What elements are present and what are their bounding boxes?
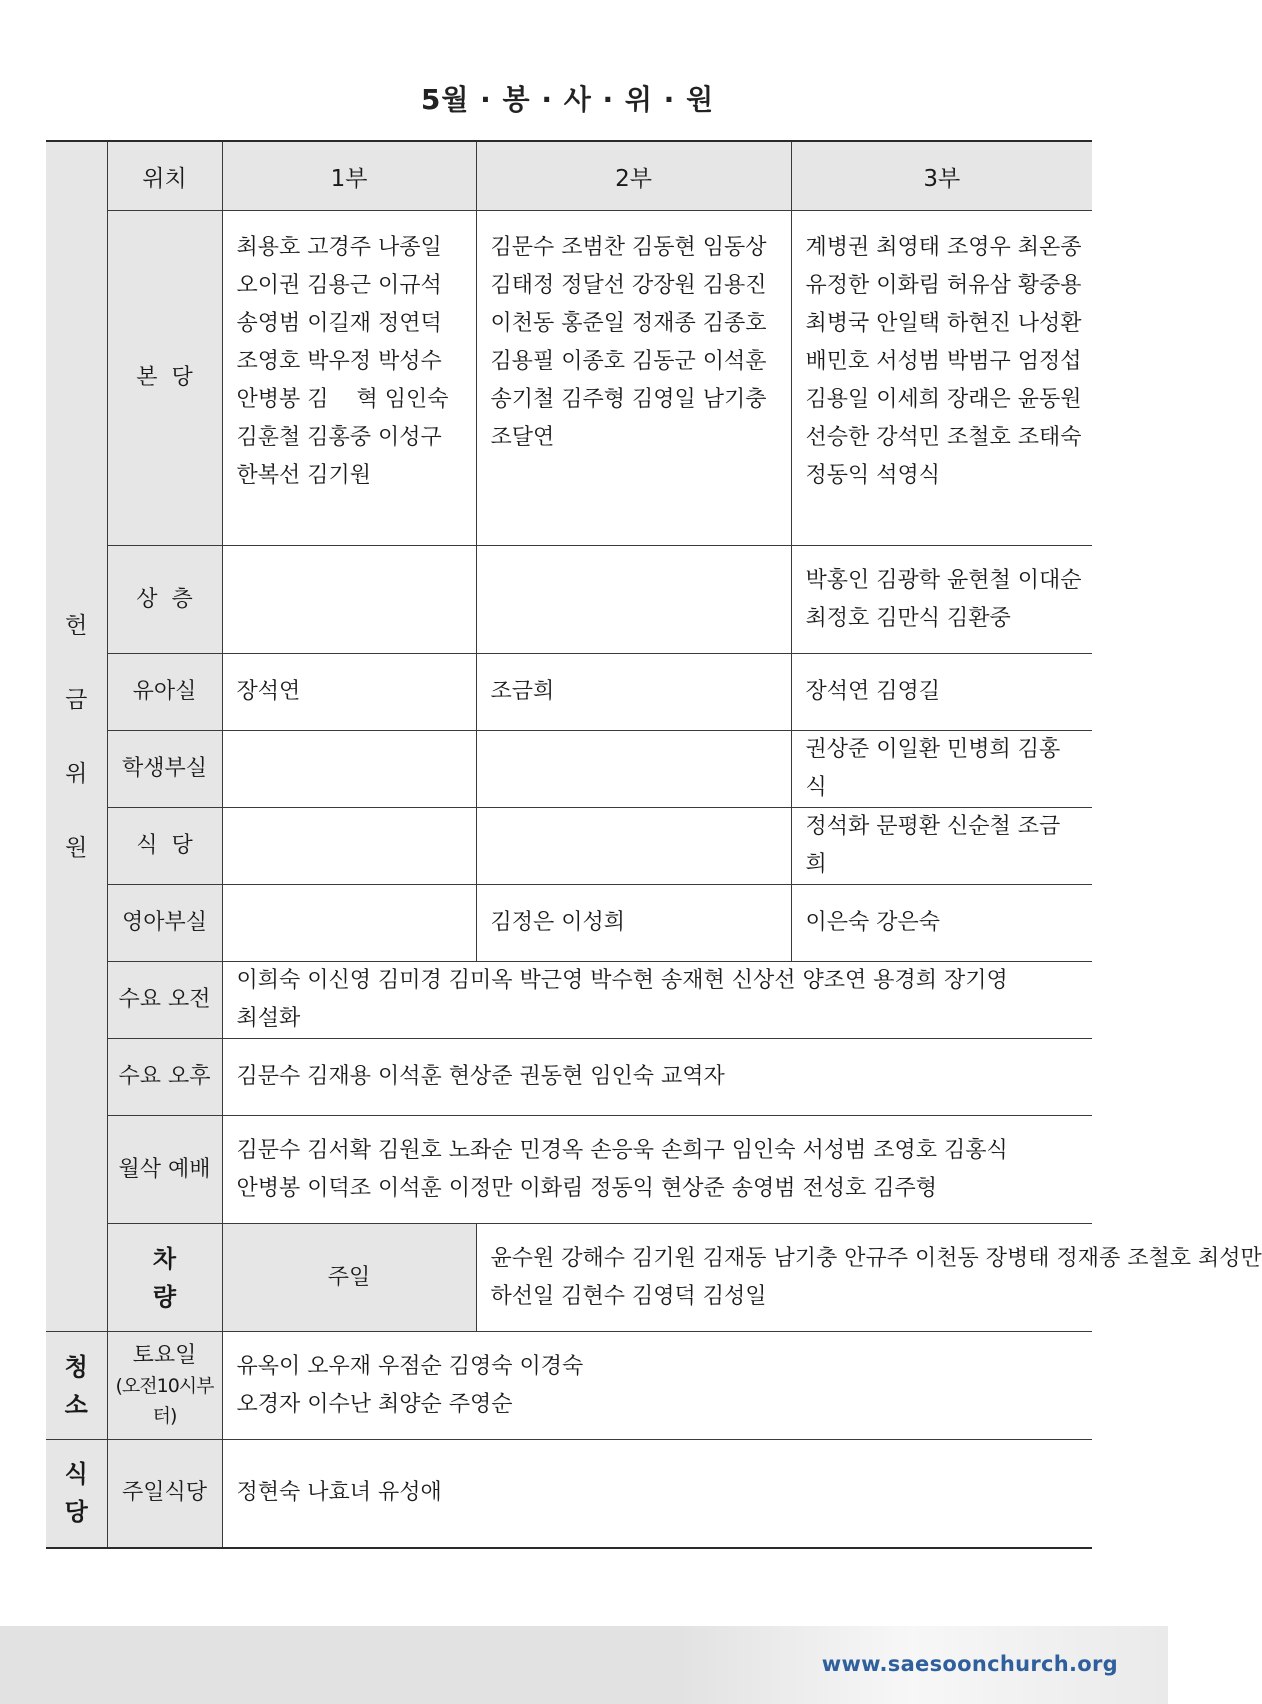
name-line: 조달연 [490, 425, 555, 450]
row-saturday [46, 1332, 1092, 1440]
cell-names [222, 1039, 1092, 1116]
row-monthly [46, 1116, 1092, 1224]
name-line: 이희숙 이신영 김미경 김미옥 박근영 박수현 송재현 신상선 양조연 용경희 장기영 [236, 968, 1008, 993]
name-line: 유정한 이화림 허유삼 황중용 [805, 273, 1082, 298]
name-line: 계병권 최영태 조영우 최온종 [805, 235, 1082, 260]
name-line: 정동익 석영식 [805, 463, 941, 488]
row-sunday-cafeteria [46, 1440, 1092, 1548]
header-part1: 1부 [222, 141, 476, 211]
name-line: 김문수 조범찬 김동현 임동상 [490, 235, 767, 260]
name-line: 김문수 김서확 김원호 노좌순 민경옥 손응욱 손희구 임인숙 서성범 조영호 김홍식 [236, 1137, 1008, 1163]
row-label [107, 1332, 222, 1440]
cell-part1 [222, 885, 476, 962]
name-line: 최설화 [236, 1006, 301, 1031]
name-line: 안병봉 이덕조 이석훈 이정만 이화림 정동익 현상준 송영범 전성호 김주형 [236, 1175, 938, 1201]
row-main-hall [46, 211, 1092, 546]
row-nursery [46, 654, 1092, 731]
name-line: 최정호 김만식 김환중 [805, 605, 1011, 631]
row-label: 학생부실 [107, 731, 222, 808]
name-line: 조영호 박우정 박성수 [236, 349, 442, 374]
row-label: 수요 오전 [107, 962, 222, 1039]
name-line: 이천동 홍준일 정재종 김종호 [490, 311, 767, 336]
volunteer-table [46, 140, 1262, 1549]
name-line: 안병봉 김 혁 임인숙 [236, 387, 449, 412]
name-line: 최용호 고경주 나종일 [236, 235, 442, 260]
row-dining [46, 808, 1092, 885]
name-line: 하선일 김현수 김영덕 김성일 [490, 1283, 767, 1309]
name-line: 유옥이 오우재 우점순 김영숙 이경숙 [236, 1353, 584, 1379]
group-cleaning: 청 소 [46, 1332, 107, 1440]
name-line: 김용필 이종호 김동군 이석훈 [490, 349, 767, 374]
name-line: 김태정 정달선 강장원 김용진 [490, 273, 767, 298]
row-label: 주일 [222, 1224, 476, 1332]
header-part2: 2부 [476, 141, 791, 211]
row-label: 식 당 [107, 808, 222, 885]
row-wed-am [46, 962, 1092, 1039]
cell-part3 [791, 211, 1092, 546]
row-label-sub: (오전10시부터) [115, 1374, 214, 1427]
name-line: 오경자 이수난 최양순 주영순 [236, 1391, 513, 1417]
name-line: 최병국 안일택 하현진 나성환 [805, 311, 1082, 336]
row-wed-pm [46, 1039, 1092, 1116]
cell-names [222, 1440, 1092, 1548]
row-infant [46, 885, 1092, 962]
cell-part3: 이은숙 강은숙 [791, 885, 1092, 962]
cell-part3: 장석연 김영길 [791, 654, 1092, 731]
name-line: 김훈철 김홍중 이성구 [236, 425, 442, 450]
cell-part1: 장석연 [222, 654, 476, 731]
cell-names [222, 962, 1092, 1039]
name-line: 오이권 김용근 이규석 [236, 273, 442, 298]
group-cafeteria: 식 당 [46, 1440, 107, 1548]
name-line: 정현숙 나효녀 유성애 [236, 1480, 442, 1506]
row-upper-floor [46, 546, 1092, 654]
row-label-main: 토요일 [132, 1342, 197, 1368]
cell-part3: 정석화 문평환 신순철 조금희 [791, 808, 1092, 885]
name-line: 김용일 이세희 장래은 윤동원 [805, 387, 1082, 412]
row-label: 주일식당 [107, 1440, 222, 1548]
name-line: 배민호 서성범 박범구 엄정섭 [805, 349, 1082, 374]
cell-part1 [222, 211, 476, 546]
cell-part3: 권상준 이일환 민병희 김홍식 [791, 731, 1092, 808]
row-label: 유아실 [107, 654, 222, 731]
cell-part2: 조금희 [476, 654, 791, 731]
name-line: 윤수원 강해수 김기원 김재동 남기충 안규주 이천동 장병태 정재종 조철호 최성만 [490, 1245, 1262, 1271]
row-sunday-vehicle [46, 1224, 1092, 1332]
cell-part2: 김정은 이성희 [476, 885, 791, 962]
group-offering: 헌 금 위 원 [46, 141, 107, 1332]
row-label: 영아부실 [107, 885, 222, 962]
name-line: 송영범 이길재 정연덕 [236, 311, 442, 336]
cell-names [222, 1116, 1092, 1224]
row-label: 월삭 예배 [107, 1116, 222, 1224]
cell-part3 [791, 546, 1092, 654]
row-label: 상 층 [107, 546, 222, 654]
row-student [46, 731, 1092, 808]
group-vehicle: 차 량 [107, 1224, 222, 1332]
cell-part2 [476, 731, 791, 808]
name-line: 김문수 김재용 이석훈 현상준 권동현 임인숙 교역자 [236, 1064, 725, 1089]
name-line: 한복선 김기원 [236, 463, 372, 488]
header-position: 위치 [107, 141, 222, 211]
cell-part2 [476, 808, 791, 885]
cell-names [222, 1332, 1092, 1440]
cell-part2 [476, 546, 791, 654]
header-row [46, 141, 1092, 211]
cell-part1 [222, 731, 476, 808]
cell-part1 [222, 808, 476, 885]
row-label: 수요 오후 [107, 1039, 222, 1116]
name-line: 박홍인 김광학 윤현철 이대순 [805, 567, 1082, 593]
header-part3: 3부 [791, 141, 1092, 211]
name-line: 송기철 김주형 김영일 남기충 [490, 387, 767, 412]
page-title: 5월 · 봉 · 사 · 위 · 원 [420, 83, 715, 116]
cell-part1 [222, 546, 476, 654]
row-label: 본 당 [107, 211, 222, 546]
cell-part2 [476, 211, 791, 546]
website-link[interactable]: www.saesoonchurch.org [821, 1652, 1118, 1676]
name-line: 선승한 강석민 조철호 조태숙 [805, 425, 1082, 450]
cell-names [476, 1224, 1262, 1332]
